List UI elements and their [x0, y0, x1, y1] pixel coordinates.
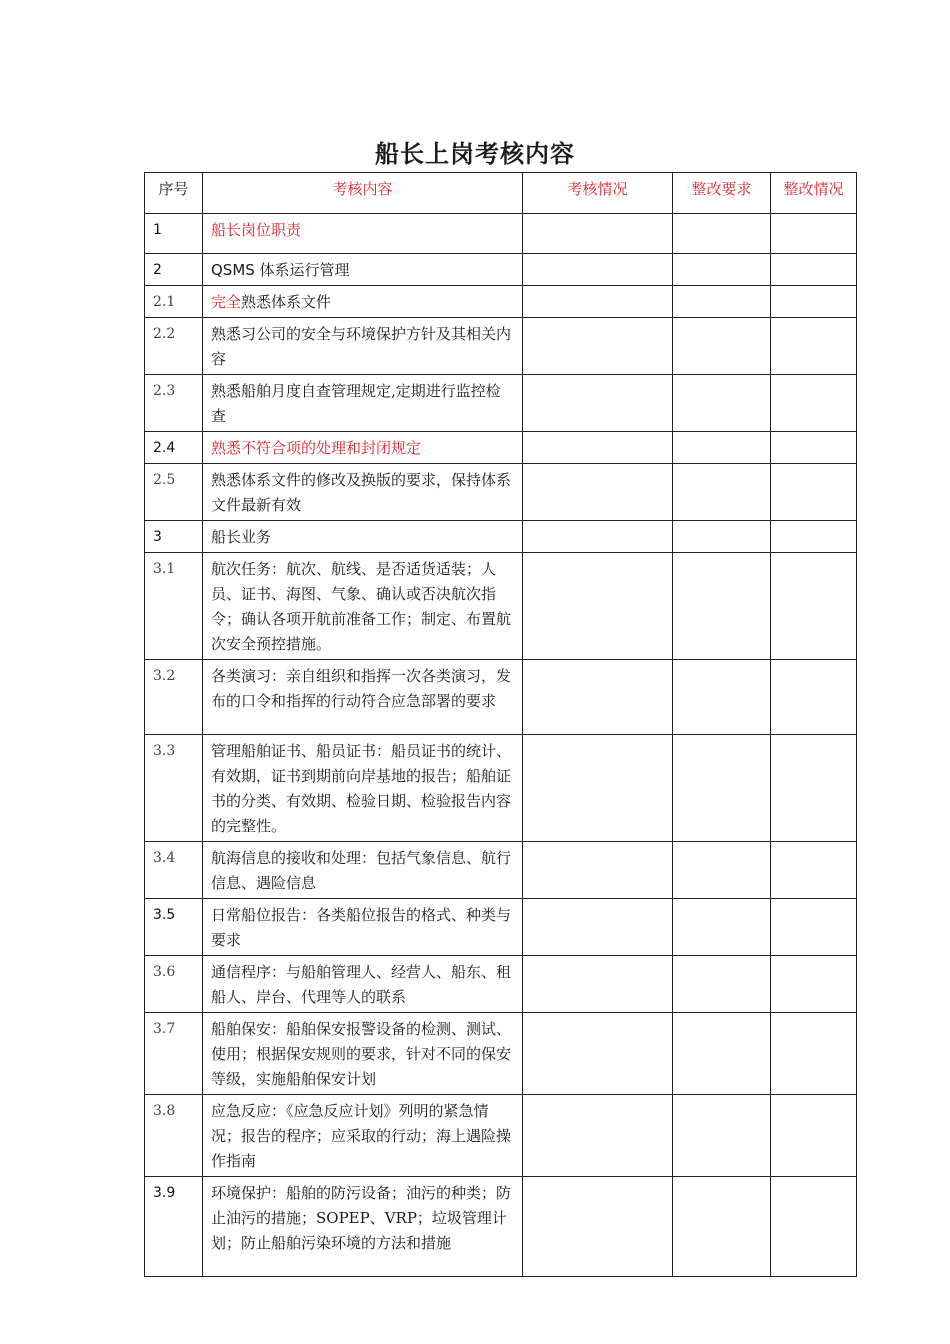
table-row [145, 254, 857, 286]
row-content [203, 521, 523, 553]
row-result-cell [523, 1095, 673, 1177]
row-content-text: QSMS 体系运行管理 [211, 261, 350, 279]
row-content [203, 1177, 523, 1277]
row-result-cell [523, 254, 673, 286]
page-title: 船长上岗考核内容 [375, 140, 575, 168]
row-content [203, 214, 523, 254]
row-rectify-status-cell [771, 553, 857, 660]
header-serial: 序号 [145, 173, 203, 214]
row-result-cell [523, 521, 673, 553]
row-serial: 2.5 [145, 464, 203, 521]
header-result: 考核情况 [523, 173, 673, 214]
row-rectify-requirement-cell [673, 956, 771, 1013]
row-result-cell [523, 899, 673, 956]
row-result-cell [523, 1013, 673, 1095]
table-row [145, 735, 857, 842]
table-row [145, 553, 857, 660]
row-serial: 3 [145, 521, 203, 553]
table-row [145, 660, 857, 735]
table-row [145, 432, 857, 464]
row-rectify-status-cell [771, 214, 857, 254]
row-rectify-requirement-cell [673, 660, 771, 735]
table-row [145, 1013, 857, 1095]
row-rectify-requirement-cell [673, 553, 771, 660]
row-rectify-requirement-cell [673, 464, 771, 521]
row-content [203, 1013, 523, 1095]
row-rectify-status-cell [771, 254, 857, 286]
table-row [145, 956, 857, 1013]
row-content [203, 842, 523, 899]
table-row [145, 214, 857, 254]
table-row [145, 521, 857, 553]
row-result-cell [523, 318, 673, 375]
row-rectify-status-cell [771, 1095, 857, 1177]
table-row [145, 318, 857, 375]
header-rectify-status: 整改情况 [771, 173, 857, 214]
row-rectify-requirement-cell [673, 521, 771, 553]
row-serial: 3.9 [145, 1177, 203, 1277]
row-result-cell [523, 660, 673, 735]
row-rectify-requirement-cell [673, 254, 771, 286]
row-content-text: 熟悉船舶月度自查管理规定,定期进行监控检查 [211, 382, 501, 425]
row-content [203, 318, 523, 375]
table-header-row [145, 173, 857, 214]
row-serial: 3.6 [145, 956, 203, 1013]
row-serial: 2 [145, 254, 203, 286]
row-serial: 2.4 [145, 432, 203, 464]
row-serial: 3.3 [145, 735, 203, 842]
row-rectify-requirement-cell [673, 1177, 771, 1277]
row-rectify-requirement-cell [673, 842, 771, 899]
row-serial: 2.1 [145, 286, 203, 318]
row-content [203, 899, 523, 956]
row-rectify-status-cell [771, 318, 857, 375]
row-content [203, 432, 523, 464]
row-rectify-status-cell [771, 375, 857, 432]
row-result-cell [523, 432, 673, 464]
row-content [203, 956, 523, 1013]
row-result-cell [523, 375, 673, 432]
row-rectify-status-cell [771, 521, 857, 553]
row-content [203, 464, 523, 521]
row-serial: 2.3 [145, 375, 203, 432]
row-rectify-requirement-cell [673, 375, 771, 432]
table-row [145, 464, 857, 521]
row-content-text: 日常船位报告：各类船位报告的格式、种类与要求 [211, 906, 512, 949]
row-content-text: 环境保护：船舶的防污设备；油污的种类；防止油污的措施；SOPEP、VRP；垃圾管理计划；防止船舶污染环境的方法和措施 [211, 1184, 512, 1252]
row-rectify-requirement-cell [673, 318, 771, 375]
row-rectify-requirement-cell [673, 1013, 771, 1095]
header-content: 考核内容 [203, 173, 523, 214]
row-result-cell [523, 735, 673, 842]
row-content-text: 通信程序：与船舶管理人、经营人、船东、租船人、岸台、代理等人的联系 [211, 963, 512, 1006]
table-row [145, 286, 857, 318]
row-serial: 3.2 [145, 660, 203, 735]
row-content-text: 船长岗位职责 [211, 221, 302, 239]
row-serial: 3.7 [145, 1013, 203, 1095]
row-rectify-requirement-cell [673, 286, 771, 318]
assessment-table [144, 172, 857, 1277]
row-rectify-status-cell [771, 735, 857, 842]
row-result-cell [523, 842, 673, 899]
header-rectify-requirement: 整改要求 [673, 173, 771, 214]
row-content-prefix: 完全 [211, 293, 242, 311]
row-rectify-requirement-cell [673, 432, 771, 464]
row-content [203, 286, 523, 318]
row-result-cell [523, 286, 673, 318]
row-content-text: 航海信息的接收和处理：包括气象信息、航行信息、遇险信息 [211, 849, 512, 892]
row-rectify-status-cell [771, 286, 857, 318]
row-content-text: 管理船舶证书、船员证书：船员证书的统计、有效期，证书到期前向岸基地的报告；船舶证书的分类、有效期、检验日期、检验报告内容的完整性。 [211, 742, 512, 835]
row-content [203, 553, 523, 660]
row-result-cell [523, 464, 673, 521]
row-content-text: 熟悉不符合项的处理和封闭规定 [211, 439, 422, 457]
row-content [203, 254, 523, 286]
row-content [203, 1095, 523, 1177]
row-result-cell [523, 1177, 673, 1277]
row-content-text: 各类演习：亲自组织和指挥一次各类演习，发布的口令和指挥的行动符合应急部署的要求 [211, 667, 512, 710]
row-content-text: 航次任务：航次、航线、是否适货适装；人员、证书、海图、气象、确认或否决航次指令；确认各项开航前准备工作；制定、布置航次安全预控措施。 [211, 560, 512, 653]
row-rectify-requirement-cell [673, 735, 771, 842]
row-rectify-status-cell [771, 899, 857, 956]
row-rectify-status-cell [771, 842, 857, 899]
row-serial: 3.1 [145, 553, 203, 660]
table-row [145, 899, 857, 956]
row-rectify-status-cell [771, 1177, 857, 1277]
row-rectify-requirement-cell [673, 899, 771, 956]
row-serial: 3.8 [145, 1095, 203, 1177]
row-content [203, 660, 523, 735]
row-rectify-status-cell [771, 956, 857, 1013]
row-serial: 3.4 [145, 842, 203, 899]
row-content-text: 船长业务 [211, 528, 272, 546]
row-rectify-status-cell [771, 432, 857, 464]
table-row [145, 842, 857, 899]
row-rectify-status-cell [771, 1013, 857, 1095]
row-serial: 3.5 [145, 899, 203, 956]
row-result-cell [523, 214, 673, 254]
table-row [145, 1177, 857, 1277]
row-content [203, 735, 523, 842]
row-rectify-status-cell [771, 660, 857, 735]
table-row [145, 1095, 857, 1177]
row-rectify-requirement-cell [673, 214, 771, 254]
row-content-text: 应急反应：《应急反应计划》列明的紧急情况；报告的程序；应采取的行动；海上遇险操作指南 [211, 1102, 512, 1170]
row-result-cell [523, 956, 673, 1013]
row-content [203, 375, 523, 432]
row-serial: 2.2 [145, 318, 203, 375]
row-content-text: 熟悉体系文件的修改及换版的要求，保持体系文件最新有效 [211, 471, 512, 514]
row-content-text: 熟悉习公司的安全与环境保护方针及其相关内容 [211, 325, 512, 368]
row-content-text: 船舶保安：船舶保安报警设备的检测、测试、使用；根据保安规则的要求，针对不同的保安等级，实施船舶保安计划 [211, 1020, 512, 1088]
table-row [145, 375, 857, 432]
row-serial: 1 [145, 214, 203, 254]
row-result-cell [523, 553, 673, 660]
row-rectify-requirement-cell [673, 1095, 771, 1177]
row-rectify-status-cell [771, 464, 857, 521]
row-content-text: 熟悉体系文件 [241, 293, 332, 311]
